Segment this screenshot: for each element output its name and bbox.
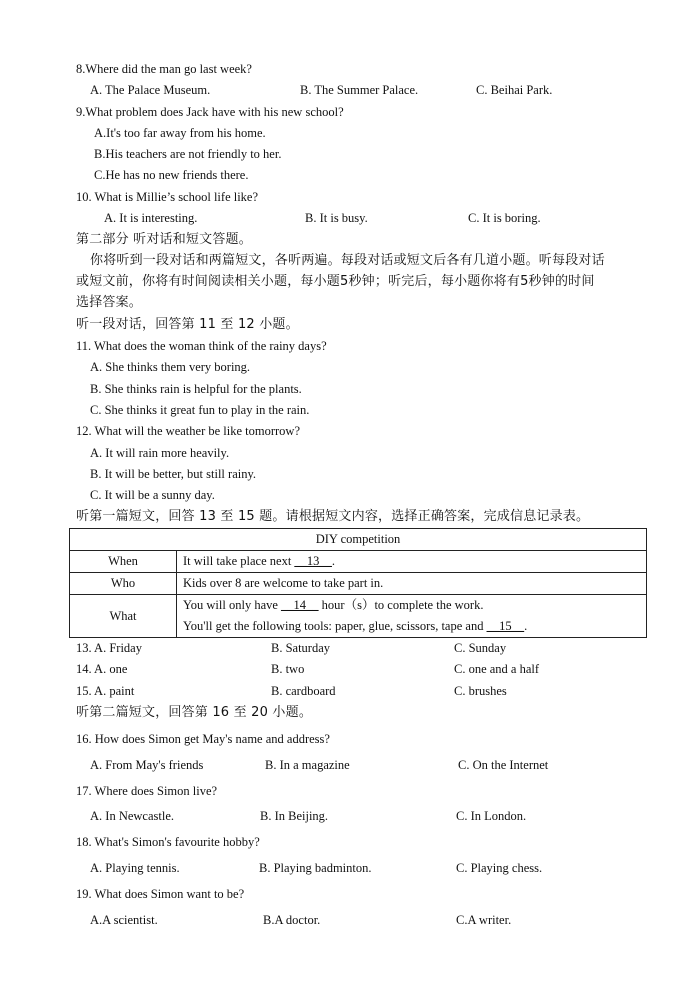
- q15-option-a: 15. A. paint: [76, 684, 135, 698]
- diy-info-table: [69, 528, 647, 638]
- q16-option-c: C. On the Internet: [458, 758, 549, 772]
- q13-option-c: C. Sunday: [454, 641, 507, 655]
- q12-option-a: A. It will rain more heavily.: [90, 446, 230, 460]
- q13-option-a: 13. A. Friday: [76, 641, 142, 655]
- when-text: It will take place next: [183, 554, 295, 569]
- what-line-1: [183, 595, 640, 616]
- q18-option-c: C. Playing chess.: [456, 861, 543, 875]
- part2-instructions-line1: 你将听到一段对话和两篇短文，各听两遍。每段对话或短文后各有几道小题。听每段对话: [90, 253, 605, 268]
- q19-option-b: B.A doctor.: [263, 913, 321, 927]
- q19-option-c: C.A writer.: [456, 913, 512, 927]
- passage2-intro: 听第二篇短文，回答第 16 至 20 小题。: [76, 705, 313, 720]
- q14-option-a: 14. A. one: [76, 662, 128, 676]
- q15-option-c: C. brushes: [454, 684, 507, 698]
- q9-question: 9.What problem does Jack have with his new school?: [76, 105, 344, 119]
- q8-option-c: C. Beihai Park.: [476, 83, 553, 97]
- part2-instructions-line3: 选择答案。: [76, 295, 143, 310]
- table-title: DIY competition: [70, 529, 647, 551]
- q16-option-b: B. In a magazine: [265, 758, 350, 772]
- dialogue-intro: 听一段对话，回答第 11 至 12 小题。: [76, 317, 299, 332]
- q11-question: 11. What does the woman think of the rainy days?: [76, 339, 327, 353]
- q12-option-c: C. It will be a sunny day.: [90, 488, 215, 502]
- what-line-2-text: You'll get the following tools: paper, glue, scissors, tape and: [183, 619, 487, 633]
- table-label-what: What: [70, 595, 177, 638]
- q10-option-c: C. It is boring.: [468, 211, 541, 225]
- table-value-who: Kids over 8 are welcome to take part in.: [177, 573, 647, 595]
- q9-option-c: C.He has no new friends there.: [94, 168, 249, 182]
- q12-question: 12. What will the weather be like tomorrow?: [76, 424, 301, 438]
- q8-option-a: A. The Palace Museum.: [90, 83, 211, 97]
- q17-option-c: C. In London.: [456, 809, 527, 823]
- what-line-2: [183, 616, 640, 637]
- q12-option-b: B. It will be better, but still rainy.: [90, 467, 257, 481]
- q17-option-b: B. In Beijing.: [260, 809, 329, 823]
- passage1-intro: 听第一篇短文，回答 13 至 15 题。请根据短文内容，选择正确答案，完成信息记录表。: [76, 509, 590, 524]
- table-value-what: [177, 595, 647, 638]
- q18-question: 18. What's Simon's favourite hobby?: [76, 835, 260, 849]
- q9-option-b: B.His teachers are not friendly to her.: [94, 147, 282, 161]
- table-label-who: Who: [70, 573, 177, 595]
- q17-question: 17. Where does Simon live?: [76, 784, 218, 798]
- q16-option-a: A. From May's friends: [90, 758, 204, 772]
- q16-question: 16. How does Simon get May's name and address?: [76, 732, 330, 746]
- q11-option-b: B. She thinks rain is helpful for the plants.: [90, 382, 302, 396]
- what-line-1-end: hour（s）to complete the work.: [318, 598, 484, 612]
- q14-option-b: B. two: [271, 662, 305, 676]
- blank-14: __14__: [281, 598, 319, 612]
- q19-option-a: A.A scientist.: [90, 913, 158, 927]
- q10-option-a: A. It is interesting.: [104, 211, 198, 225]
- q14-option-c: C. one and a half: [454, 662, 540, 676]
- blank-13: __13__: [294, 554, 332, 569]
- what-line-1-text: You will only have: [183, 598, 282, 612]
- q11-option-c: C. She thinks it great fun to play in the rain.: [90, 403, 310, 417]
- part2-title: 第二部分 听对话和短文答题。: [76, 232, 252, 247]
- q11-option-a: A. She thinks them very boring.: [90, 360, 251, 374]
- q17-option-a: A. In Newcastle.: [90, 809, 174, 823]
- q8-question: 8.Where did the man go last week?: [76, 62, 252, 76]
- part2-instructions-line2: 或短文前，你将有时间阅读相关小题，每小题5秒钟；听完后，每小题你将有5秒钟的时间: [76, 274, 595, 289]
- table-label-when: When: [70, 551, 177, 573]
- q10-question: 10. What is Millie’s school life like?: [76, 190, 259, 204]
- q8-option-b: B. The Summer Palace.: [300, 83, 419, 97]
- q9-option-a: A.It's too far away from his home.: [94, 126, 266, 140]
- q15-option-b: B. cardboard: [271, 684, 336, 698]
- q10-option-b: B. It is busy.: [305, 211, 368, 225]
- when-end: .: [331, 554, 336, 569]
- q13-option-b: B. Saturday: [271, 641, 331, 655]
- blank-15: __15__: [486, 619, 525, 633]
- what-line-2-end: .: [524, 619, 528, 633]
- q19-question: 19. What does Simon want to be?: [76, 887, 245, 901]
- q18-option-a: A. Playing tennis.: [90, 861, 180, 875]
- table-value-when: [177, 551, 647, 573]
- q18-option-b: B. Playing badminton.: [259, 861, 372, 875]
